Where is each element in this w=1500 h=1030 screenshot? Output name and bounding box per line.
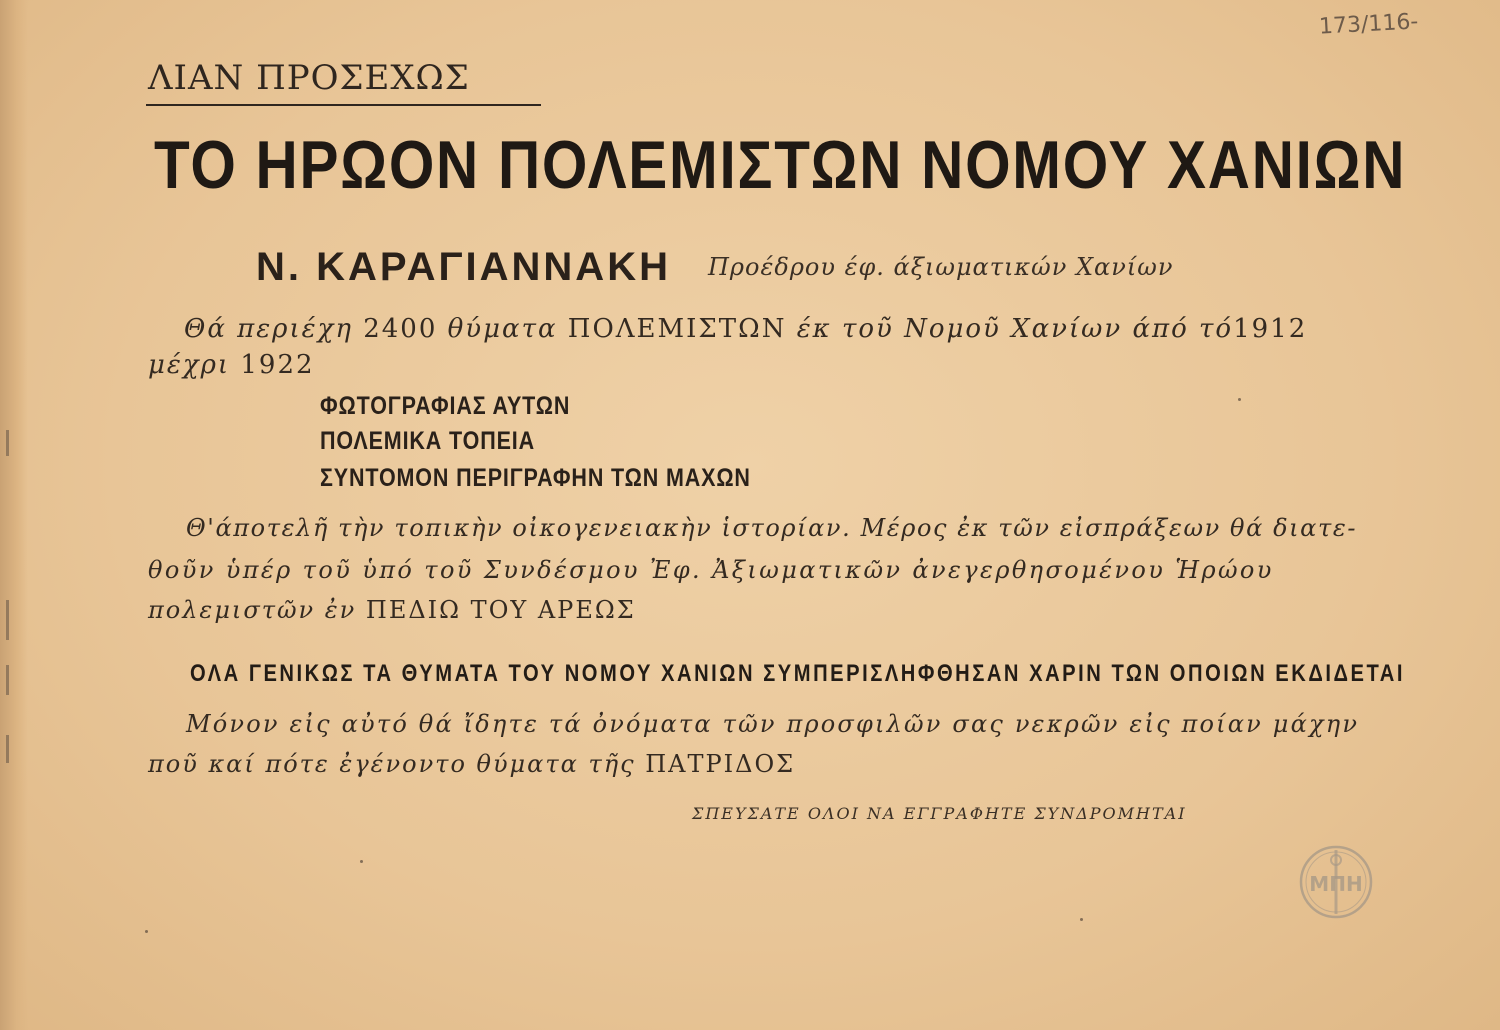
archive-number: 173/116- <box>1318 9 1419 40</box>
intro-text: θύματα <box>447 314 558 344</box>
author-title: Προέδρου έφ. άξιωματικών Χανίων <box>708 253 1174 281</box>
notice-underline <box>146 104 541 106</box>
intro-text: έκ τοῦ Νομοῦ Χανίων άπό τό <box>796 314 1234 344</box>
page-left-edge <box>0 0 28 1030</box>
paragraph-text: πολεμιστῶν ἐν <box>148 596 357 624</box>
edge-mark <box>6 600 9 640</box>
country-word: ΠΑΤΡΙΔΟΣ <box>645 750 796 778</box>
author-name: Ν. ΚΑΡΑΓΙΑΝΝΑΚΗ <box>256 245 671 289</box>
notice-heading: ΛΙΑΝ ΠΡΟΣΕΧΩΣ <box>148 58 470 98</box>
start-year: 1912 <box>1233 314 1308 344</box>
page-title: ΤΟ ΗΡΩΟΝ ΠΟΛΕΜΙΣΤΩΝ ΝΟΜΟΥ ΧΑΝΙΩΝ <box>154 127 1407 203</box>
intro-line-1 <box>184 314 1307 344</box>
paragraph-3-line-1: Μόνον εἰς αὐτό θά ἴδητε τά ὀνόματα τῶν προσφιλῶν σας νεκρῶν εἰς ποίαν μάχην <box>186 710 1360 738</box>
edge-mark <box>6 665 9 695</box>
contents-item: ΠΟΛΕΜΙΚΑ ΤΟΠΕΙΑ <box>320 427 535 455</box>
end-year: 1922 <box>240 350 315 380</box>
emphasis-line: ΟΛΑ ΓΕΝΙΚΩΣ ΤΑ ΘΥΜΑΤΑ ΤΟΥ ΝΟΜΟΥ ΧΑΝΙΩΝ ΣΥΜΠΕΡΙΣΛΗΦΘΗΣΑΝ ΧΑΡΙΝ ΤΩΝ ΟΠΟΙΩΝ ΕΚΔΙΔΕΤΑΙ <box>190 660 1405 687</box>
paper-speck <box>1238 398 1241 401</box>
edge-mark <box>6 430 9 456</box>
paragraph-2-line-2: θοῦν ὑπέρ τοῦ ὑπό τοῦ Συνδέσμου Ἐφ. Ἀξιωματικῶν ἀνεγερθησομένου Ἡρώου <box>148 556 1274 584</box>
stamp-label: ΜΠΗ <box>1309 872 1363 896</box>
paragraph-text: ποῦ καί πότε ἐγένοντο θύματα τῆς <box>148 750 636 778</box>
paper-speck <box>145 930 148 933</box>
library-stamp-icon <box>1298 844 1374 920</box>
paragraph-3-line-2 <box>148 750 795 778</box>
intro-text: Θά περιέχη <box>184 314 353 344</box>
place-name: ΠΕΔΙΩ ΤΟΥ ΑΡΕΩΣ <box>365 596 636 624</box>
paper-speck <box>360 860 363 863</box>
contents-item: ΦΩΤΟΓΡΑΦΙΑΣ ΑΥΤΩΝ <box>320 392 571 420</box>
closing-appeal: ΣΠΕΥΣΑΤΕ ΟΛΟΙ ΝΑ ΕΓΓΡΑΦΗΤΕ ΣΥΝΔΡΟΜΗΤΑΙ <box>692 804 1187 823</box>
edge-mark <box>6 735 9 763</box>
intro-text: μέχρι <box>148 350 231 380</box>
intro-line-2 <box>148 350 315 380</box>
intro-caps: ΠΟΛΕΜΙΣΤΩΝ <box>567 314 787 344</box>
paper-speck <box>1080 918 1083 921</box>
contents-item: ΣΥΝΤΟΜΟΝ ΠΕΡΙΓΡΑΦΗΝ ΤΩΝ ΜΑΧΩΝ <box>320 464 751 492</box>
paragraph-2-line-1: Θ'άποτελῆ τὴν τοπικὴν οἰκογενειακὴν ἱστορίαν. Μέρος ἐκ τῶν εἰσπράξεων θά διατε- <box>186 514 1358 542</box>
casualty-count: 2400 <box>363 314 438 344</box>
paragraph-2-line-3 <box>148 596 636 624</box>
